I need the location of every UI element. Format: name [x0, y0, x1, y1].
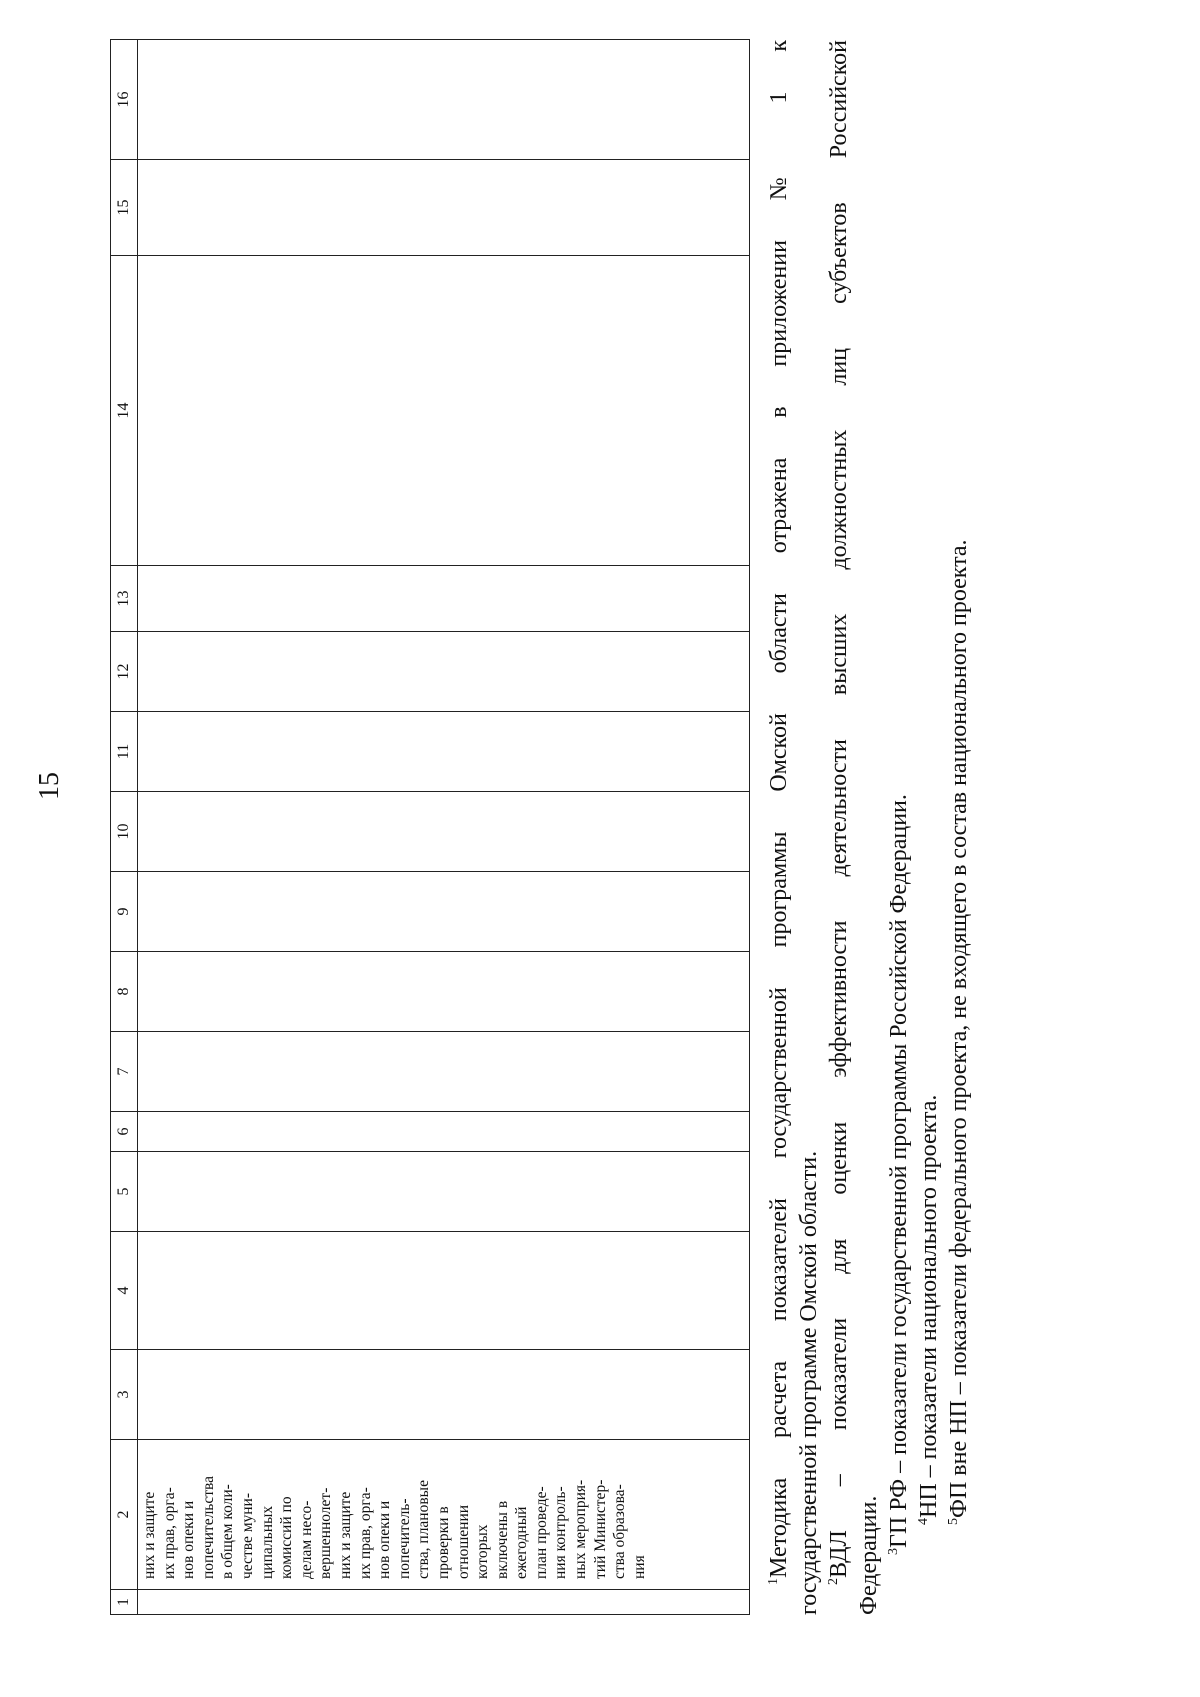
cell-text-line: ципальных — [258, 1505, 276, 1579]
header-cell-1: 1 — [111, 1590, 138, 1615]
footnote-mark: 2 — [826, 1578, 841, 1585]
cell-col-13 — [138, 566, 750, 632]
cell-col-12 — [138, 632, 750, 712]
footnote-1-continuation: государственной программе Омской области. — [796, 1150, 822, 1615]
cell-text-line: комиссий по — [278, 1496, 296, 1579]
header-cell-3: 3 — [111, 1350, 138, 1440]
table-header-row — [111, 40, 138, 1615]
cell-text-line: ежегодный — [513, 1506, 531, 1579]
cell-text-line: ства, плановые — [415, 1480, 433, 1579]
header-cell-12: 12 — [111, 632, 138, 712]
header-cell-6: 6 — [111, 1112, 138, 1152]
footnote-4 — [914, 40, 944, 1615]
rotated-landscape-page — [110, 40, 1150, 1615]
header-cell-5: 5 — [111, 1152, 138, 1232]
footnote-1 — [764, 40, 794, 1615]
cell-col-16 — [138, 40, 750, 160]
footnote-2 — [824, 40, 854, 1615]
cell-text-line: проверки в — [434, 1506, 452, 1579]
header-cell-10: 10 — [111, 792, 138, 872]
cell-col-9 — [138, 872, 750, 952]
cell-text-line: в общем коли- — [219, 1484, 237, 1579]
footnotes — [764, 40, 974, 1615]
cell-col-10 — [138, 792, 750, 872]
cell-col-11 — [138, 712, 750, 792]
header-cell-11: 11 — [111, 712, 138, 792]
cell-col-8 — [138, 952, 750, 1032]
cell-text-line: тий Министер- — [591, 1479, 609, 1579]
cell-col-1 — [138, 1590, 750, 1615]
cell-col-15 — [138, 160, 750, 256]
header-cell-13: 13 — [111, 566, 138, 632]
cell-text-line: попечитель- — [395, 1498, 413, 1579]
cell-text-line: вершеннолет- — [317, 1487, 335, 1579]
footnote-text: ФП вне НП – показатели федерального проекта, не входящего в состав национального проекта. — [946, 539, 972, 1518]
table-row — [138, 40, 750, 1615]
footnote-text: НП – показатели национального проекта. — [916, 1094, 942, 1518]
footnote-text: Методика расчета показателей государственной программы Омской области отражена в приложении № 1 к — [766, 40, 792, 1578]
header-cell-4: 4 — [111, 1232, 138, 1350]
cell-text-line: их прав, орга- — [356, 1487, 374, 1579]
cell-text-line: включены в — [493, 1500, 511, 1579]
indicator-name-cell — [138, 1440, 750, 1590]
footnote-text: ГП РФ – показатели государственной программы Российской Федерации. — [886, 794, 912, 1548]
cell-text-line: нов опеки и — [376, 1500, 394, 1579]
footnote-mark: 4 — [916, 1518, 931, 1525]
footnote-5 — [944, 40, 974, 1615]
cell-text-line: ства образова- — [611, 1484, 629, 1579]
cell-col-5 — [138, 1152, 750, 1232]
cell-col-14 — [138, 256, 750, 566]
cell-text-line: план проведе- — [532, 1486, 550, 1579]
footnote-mark: 1 — [766, 1578, 781, 1585]
footnote-3 — [884, 40, 914, 1615]
cell-text-line: их прав, орга- — [160, 1487, 178, 1579]
cell-text-line: них и защите — [336, 1491, 354, 1579]
cell-col-4 — [138, 1232, 750, 1350]
cell-col-3 — [138, 1350, 750, 1440]
header-cell-9: 9 — [111, 872, 138, 952]
header-cell-16: 16 — [111, 40, 138, 160]
footnote-mark: 5 — [946, 1518, 961, 1525]
header-cell-14: 14 — [111, 256, 138, 566]
cell-text-line: нов опеки и — [180, 1500, 198, 1579]
header-cell-7: 7 — [111, 1032, 138, 1112]
cell-text-line: попечительства — [199, 1475, 217, 1579]
page-number: 15 — [34, 772, 65, 800]
cell-text-line: которых — [474, 1524, 492, 1579]
cell-text-line: делам несо- — [297, 1500, 315, 1579]
indicators-table — [110, 39, 750, 1615]
header-cell-8: 8 — [111, 952, 138, 1032]
footnote-2-continuation: Федерации. — [856, 1495, 882, 1615]
header-cell-2: 2 — [111, 1440, 138, 1590]
cell-text-line: отношении — [454, 1504, 472, 1579]
footnote-text: ВДЛ – показатели для оценки эффективности деятельности высших должностных лиц субъектов Российской — [826, 40, 852, 1578]
cell-text-line: ния — [630, 1555, 648, 1579]
cell-col-6 — [138, 1112, 750, 1152]
cell-text-line: ных мероприя- — [572, 1479, 590, 1579]
cell-text-line: них и защите — [141, 1491, 158, 1579]
cell-text-line: честве муни- — [238, 1492, 256, 1579]
cell-col-7 — [138, 1032, 750, 1112]
header-cell-15: 15 — [111, 160, 138, 256]
footnote-mark: 3 — [886, 1548, 901, 1555]
cell-text-line: ния контроль- — [552, 1486, 570, 1579]
